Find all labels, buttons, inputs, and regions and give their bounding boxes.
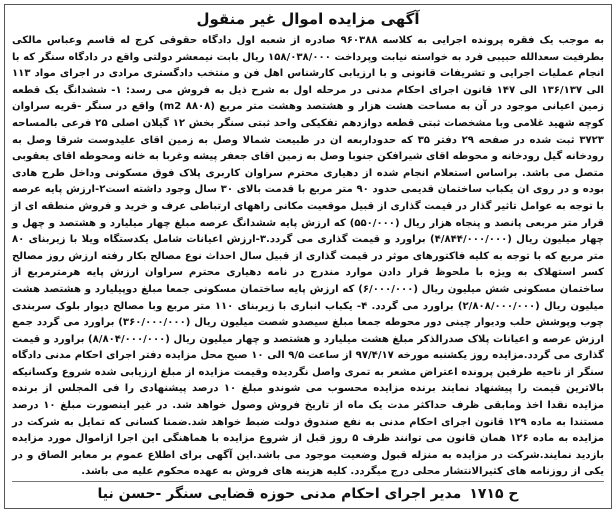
notice-body: به موجب یک فقره پرونده اجرایی به کلاسه ۹۶۰۳۸۸ صادره از شعبه اول دادگاه حقوقی کرج له قاسم وعباس مالکی بطرفیت سعدالله حبیبی فرد به خواسته نیابت وپرداخت ۱۵۸/۰۳۸/۰۰۰ ریال بابت نیمعشر دولتی واقع در دادگاه سنگر که با انجام عملیات اجرایی و تشریفات قانونی و با ارزیابی کارشناس اهل فن و منتخب دادگستری مرادی در اجرای مواد ۱۱۳ الی ۱۳۶/۱۳۷ الی ۱۴۷ قانون اجرای احکام مدنی در مرحله اول به شرح ذیل به فروش می رسد: ۱- ششدانگ یک قطعه زمین اعیانی موجود در آن به مساحت هشت هزار و هشتصد وهشت متر مربع (۸۸۰۸ m2) واقع در سنگر -قریه سراوان کوچه شهید غلامی وبا مشخصات ثبتی قطعه دوازدهم تفکیکی واحد ثبتی سنگر بخش ۱۲ گیلان اصلی ۲۵ فرعی بالمساحه ۳۷۲۳ ثبت شده در صفحه ۲۹ دفتر ۳۵ که حدوداربعه ان در طبیعت شمالا وصل به زمین اقای علیدوست شرقا وصل به رودخانه گیل رودخانه و محوطه اقای شیرافکن جنوبا وصل به زمین اقای جعفر پیشه وغربا به خانه ومحوطه اقای یعقوبی متصل می باشد. براساس استعلام انجام شده از دهیاری محترم سراوان کاربری پلاک فوق مسکونی وداخل طرح هادی بوده و در روی ان یکباب ساختمان قدیمی حدود ۹۰ متر مربع با قدمت بالای ۳۰ سال وجود داشته است۲-ارزش پایه عرصه با توجه به عوامل تاثیر گذار در قیمت گذاری از قبیل موقعیت مکانی راههای ارتباطی عرف و خرید و فروش منطقه ای از قرار متر مربعی پانصد و پنجاه هزار ریال (۵۵۰/۰۰۰) که ارزش پایه ششدانگ عرصه مبلغ چهار میلیارد و هشتصد و چهل و چهار میلیون ریال (۴/۸۴۴/۰۰۰/۰۰۰) براورد و قیمت گذاری می گردد.۳-ارزش اعیانات شامل یکدستگاه ویلا با زیربنای ۸۰ متر مربع که با توجه به کلیه فاکتورهای موثر در قیمت گذاری از قبیل سال احداث نوع مصالح بکار رفته ارزش روز مصالح کسر استهلاک به ویژه با ملحوظ قرار دادن موارد مندرج در نامه دهیاری محترم سراوان ارزش پایه هرمترمربع از ساختمان مسکونی شش میلیون ریال (۶/۰۰۰/۰۰۰) که ارزش پایه ساختمان مسکونی جمعا مبلغ دوپیلیارد و هشتصد هشت میلیون ریال (۲/۸۰۸/۰۰۰/۰۰۰) براورد می گردد. ۴- یکباب انباری با زیربنای ۱۱۰ متر مربع وبا مصالح دیوار بلوک سربندی چوب وپوشش حلب ودیوار چینی دور محوطه جمعا مبلغ سیصدو شصت میلیون ریال (۳۶۰/۰۰۰/۰۰۰) براورد می گردد جمع ارزش عرصه و اعیانات پلاک صدرالذکر مبلغ هشت میلیارد و هشتصد و چهار میلیون ریال (۸/۸۰۴/۰۰۰/۰۰۰) براورد و قیمت گذاری می گردد.مزایده روز یکشنبه مورخه ۹۷/۴/۱۷ از ساعت ۹/۵ الی ۱۰ صبح محل مزایده دفتر اجرای احکام مدنی دادگاه سنگر از ناحیه طرفین پرونده اعتراض مشعر به تمری واصل نگردیده وقیمت مزایده از مبلغ ارزیابی شده شروع وکسانیکه بالاترین قیمت را پیشنهاد نمایند برنده مزایده محسوب می شوندو مبلغ ۱۰ درصد پیشنهادی را فی المجلس از برنده مزایده نقدا اخذ ومابقی ظرف حداکثر مدت یک ماه از تاریخ فروش وصول خواهد شد. در غیر اینصورت مبلغ ۱۰ درصد مستندا به ماده ۱۲۹ قانون اجرای احکام مدنی به نفع صندوق دولت ضبط خواهد شد.ضمنا کسانی که تمایل به شرکت در مزایده به ماده ۱۲۶ همان قانون می توانند ظرف ۵ روز قبل از شروع مزایده با هماهنگی این اجرا ازاموال مورد مزایده بازدید نمایند.شرکت در مزایده به منزله قبول وضعیت موجود می باشد.این آگهی برای اطلاع عموم بر معابر الصاق و در یکی از روزنامه های کثیرالانتشار محلی درج میگردد. کلیه هزینه های فروش به عهده محکوم علیه می باشد.	[12, 35, 605, 478]
auction-notice	[4, 4, 612, 509]
notice-signature: مدیر اجرای احکام مدنی حوزه قضایی سنگر -حسن نیا	[97, 486, 462, 502]
notice-reference-number: ح ۱۷۱۵	[469, 486, 519, 502]
notice-title: آگهی مزایده اموال غیر منقول	[196, 10, 420, 28]
notice-footer	[12, 481, 604, 503]
